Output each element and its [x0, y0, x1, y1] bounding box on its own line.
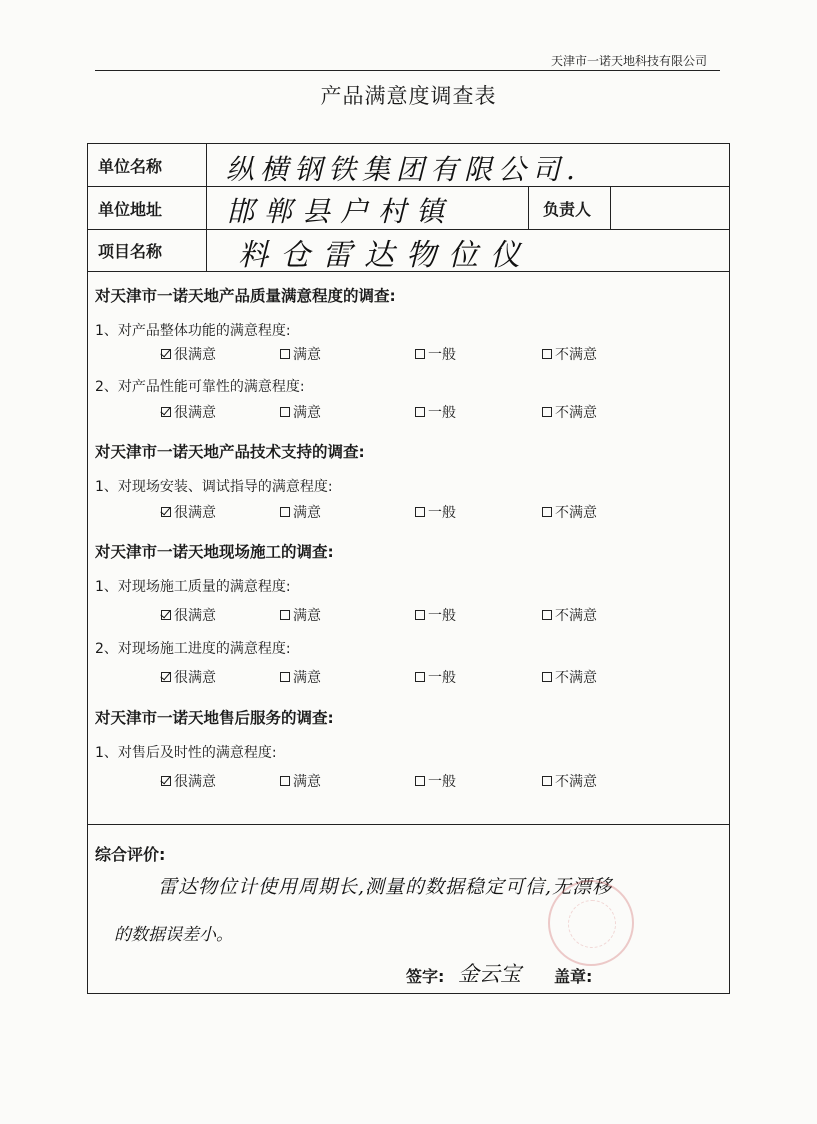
option-dissatisfied[interactable]: 不满意 [542, 667, 597, 687]
options-row-after-sales [88, 771, 729, 791]
question-overall-function: 1、对产品整体功能的满意程度: [95, 323, 291, 339]
option-dissatisfied[interactable]: 不满意 [542, 605, 597, 625]
checkbox-icon[interactable] [415, 507, 425, 517]
checkbox-icon[interactable] [542, 672, 552, 682]
question-construction-quality: 1、对现场施工质量的满意程度: [95, 579, 291, 595]
checkbox-icon[interactable] [280, 672, 290, 682]
page-title: 产品满意度调查表 [320, 84, 497, 108]
signature-value: 金云宝 [458, 962, 521, 986]
options-row-construction-quality [88, 605, 729, 625]
unit-address-value: 邯郸县户村镇 [226, 195, 455, 228]
option-dissatisfied[interactable]: 不满意 [542, 502, 597, 522]
option-average[interactable]: 一般 [415, 344, 456, 364]
option-very-satisfied[interactable]: 很满意 [161, 502, 216, 522]
responsible-label: 负责人 [543, 200, 592, 219]
checked-box-icon[interactable] [161, 776, 171, 786]
seal-inner-ring [568, 900, 616, 948]
option-satisfied[interactable]: 满意 [280, 402, 321, 422]
checked-box-icon[interactable] [161, 610, 171, 620]
option-dissatisfied[interactable]: 不满意 [542, 402, 597, 422]
checkbox-icon[interactable] [415, 407, 425, 417]
question-construction-progress: 2、对现场施工进度的满意程度: [95, 641, 291, 657]
option-satisfied[interactable]: 满意 [280, 605, 321, 625]
option-average[interactable]: 一般 [415, 667, 456, 687]
evaluation-line-1: 雷达物位计使用周期长,测量的数据稳定可信,无漂移 [158, 876, 613, 898]
option-dissatisfied[interactable]: 不满意 [542, 344, 597, 364]
evaluation-divider [88, 824, 729, 825]
signature-label: 签字: [406, 967, 445, 986]
project-name-value: 料仓雷达物位仪 [238, 238, 532, 273]
option-very-satisfied[interactable]: 很满意 [161, 605, 216, 625]
checkbox-icon[interactable] [415, 776, 425, 786]
checkbox-icon[interactable] [542, 507, 552, 517]
checkbox-icon[interactable] [280, 507, 290, 517]
option-average[interactable]: 一般 [415, 402, 456, 422]
option-satisfied[interactable]: 满意 [280, 344, 321, 364]
checked-box-icon[interactable] [161, 672, 171, 682]
option-very-satisfied[interactable]: 很满意 [161, 402, 216, 422]
evaluation-line-2: 的数据误差小。 [114, 925, 233, 945]
options-row-construction-progress [88, 667, 729, 687]
column-divider [528, 186, 529, 229]
options-row-installation-guidance [88, 502, 729, 522]
checkbox-icon[interactable] [280, 610, 290, 620]
checkbox-icon[interactable] [542, 349, 552, 359]
checkbox-icon[interactable] [415, 610, 425, 620]
checkbox-icon[interactable] [415, 672, 425, 682]
unit-name-label: 单位名称 [98, 157, 163, 176]
company-name: 天津市一诺天地科技有限公司 [550, 54, 707, 68]
checked-box-icon[interactable] [161, 507, 171, 517]
checked-box-icon[interactable] [161, 407, 171, 417]
survey-form [87, 143, 730, 994]
section-tech-support-title: 对天津市一诺天地产品技术支持的调查: [95, 443, 365, 461]
question-after-sales-timeliness: 1、对售后及时性的满意程度: [95, 745, 277, 761]
option-average[interactable]: 一般 [415, 771, 456, 791]
checked-box-icon[interactable] [161, 349, 171, 359]
checkbox-icon[interactable] [415, 349, 425, 359]
stamp-label: 盖章: [554, 967, 593, 986]
checkbox-icon[interactable] [542, 407, 552, 417]
checkbox-icon[interactable] [542, 776, 552, 786]
column-divider [206, 144, 207, 271]
checkbox-icon[interactable] [280, 776, 290, 786]
option-average[interactable]: 一般 [415, 605, 456, 625]
checkbox-icon[interactable] [280, 349, 290, 359]
option-dissatisfied[interactable]: 不满意 [542, 771, 597, 791]
options-row-overall-function [88, 344, 729, 364]
column-divider [610, 186, 611, 229]
checkbox-icon[interactable] [280, 407, 290, 417]
header-rule [95, 70, 720, 71]
option-very-satisfied[interactable]: 很满意 [161, 667, 216, 687]
option-average[interactable]: 一般 [415, 502, 456, 522]
question-reliability: 2、对产品性能可靠性的满意程度: [95, 379, 305, 395]
unit-name-value: 纵横钢铁集团有限公司. [226, 153, 581, 186]
section-quality-title: 对天津市一诺天地产品质量满意程度的调查: [95, 287, 396, 305]
option-very-satisfied[interactable]: 很满意 [161, 344, 216, 364]
option-satisfied[interactable]: 满意 [280, 667, 321, 687]
option-very-satisfied[interactable]: 很满意 [161, 771, 216, 791]
option-satisfied[interactable]: 满意 [280, 771, 321, 791]
section-after-sales-title: 对天津市一诺天地售后服务的调查: [95, 709, 334, 727]
unit-address-label: 单位地址 [98, 200, 163, 219]
question-installation-guidance: 1、对现场安装、调试指导的满意程度: [95, 479, 333, 495]
section-site-construction-title: 对天津市一诺天地现场施工的调查: [95, 543, 334, 561]
options-row-reliability [88, 402, 729, 422]
project-name-label: 项目名称 [98, 242, 163, 261]
evaluation-label: 综合评价: [95, 845, 166, 864]
company-seal [548, 880, 634, 966]
checkbox-icon[interactable] [542, 610, 552, 620]
option-satisfied[interactable]: 满意 [280, 502, 321, 522]
